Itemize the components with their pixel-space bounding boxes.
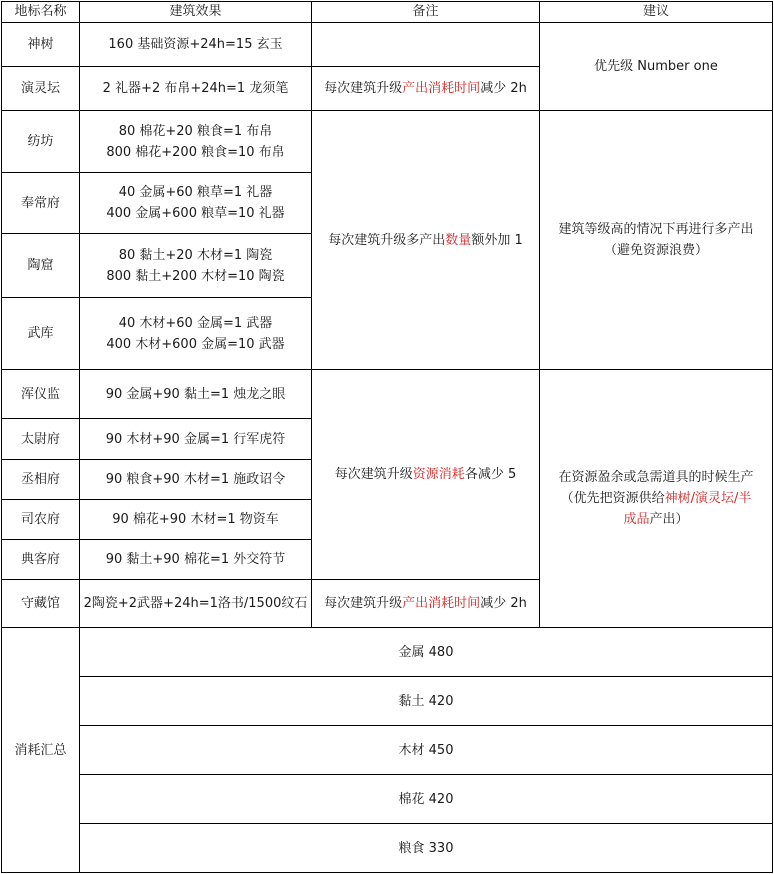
suggestion-text: 产出）: [649, 512, 689, 527]
note-quantity-bonus: [312, 111, 539, 369]
landmark-name: 纺坊: [27, 134, 54, 149]
landmark-name: 神树: [27, 37, 54, 52]
border-bottom: [1, 872, 773, 873]
building-effect: [80, 298, 311, 369]
suggestion-level: [540, 111, 772, 369]
effect-line: 800 黏土+200 木材=10 陶瓷: [106, 268, 285, 284]
building-effect: [80, 580, 311, 627]
effect-line: 400 金属+600 粮草=10 礼器: [106, 206, 285, 221]
note-text: 每次建筑升级: [334, 467, 413, 482]
summary-item: 金属 480: [398, 644, 454, 660]
building-effect: [80, 111, 311, 172]
note-time-reduction: [312, 580, 539, 627]
suggestion-priority: 优先级 Number one: [594, 59, 718, 74]
header-effect: 建筑效果: [169, 4, 222, 19]
effect-line: 80 棉花+20 粮食=1 布帛: [118, 123, 273, 139]
header-name: 地标名称: [14, 4, 67, 19]
suggestion-line: 在资源盈余或急需道具的时候生产: [558, 470, 754, 485]
summary-item: 黏土 420: [398, 693, 454, 709]
landmark-name: 典客府: [20, 552, 60, 567]
landmark-name: 演灵坛: [20, 81, 60, 96]
effect-line: 90 黏土+90 棉花=1 外交符节: [105, 552, 286, 567]
suggestion-highlight: 神树/演灵坛/半: [664, 491, 752, 506]
building-effect: [80, 23, 311, 66]
building-effect: [80, 460, 311, 499]
effect-line: 400 木材+600 金属=10 武器: [106, 336, 285, 352]
effect-line: 90 金属+90 黏土=1 烛龙之眼: [105, 386, 286, 402]
summary-label: 消耗汇总: [14, 742, 67, 758]
note-text: 每次建筑升级: [324, 81, 403, 96]
header-suggest: 建议: [642, 4, 669, 19]
note-time-reduction: [312, 67, 539, 110]
landmark-name: 太尉府: [20, 431, 60, 447]
effect-line: 160 基础资源+24h=15 玄玉: [108, 37, 283, 52]
building-effect: [80, 540, 311, 579]
border-right: [772, 1, 773, 873]
landmark-name: 浑仪监: [20, 386, 60, 402]
landmark-name: 丞相府: [20, 472, 60, 487]
effect-line: 2 礼器+2 布帛+24h=1 龙须笔: [102, 81, 289, 96]
effect-line: 90 木材+90 金属=1 行军虎符: [105, 431, 286, 447]
suggestion-line: 建筑等级高的情况下再进行多产出: [558, 222, 754, 237]
note-highlight: 产出消耗时间: [402, 81, 481, 96]
header-note: 备注: [412, 4, 439, 19]
note-resource-reduction: [312, 370, 539, 579]
effect-line: 80 黏土+20 木材=1 陶瓷: [118, 247, 273, 263]
note-text: 各减少 5: [464, 467, 517, 482]
note-highlight: 数量: [445, 232, 472, 248]
effect-line: 40 木材+60 金属=1 武器: [118, 315, 273, 331]
note-text: 每次建筑升级多产出: [328, 232, 446, 248]
landmark-name: 司农府: [20, 512, 60, 527]
effect-line: 40 金属+60 粮草=1 礼器: [118, 185, 273, 200]
summary-item: 粮食 330: [398, 840, 454, 856]
effect-line: 90 粮食+90 木材=1 施政诏令: [105, 472, 286, 487]
effect-line: 2陶瓷+2武器+24h=1洛书/1500纹石: [83, 596, 308, 611]
note-text: 减少 2h: [480, 596, 527, 611]
note-highlight: 产出消耗时间: [402, 596, 481, 611]
landmark-name: 守藏馆: [20, 596, 60, 611]
building-effect: [80, 234, 311, 297]
landmark-name: 武库: [27, 326, 54, 341]
note-highlight: 资源消耗: [412, 467, 465, 482]
building-effect: [80, 500, 311, 539]
landmark-name: 奉常府: [20, 195, 60, 211]
note-text: 每次建筑升级: [324, 596, 403, 611]
building-effect: [80, 370, 311, 418]
note-text: 减少 2h: [480, 81, 527, 96]
effect-line: 800 棉花+200 粮食=10 布帛: [106, 144, 285, 160]
effect-line: 90 棉花+90 木材=1 物资车: [112, 512, 279, 527]
suggestion-line: （避免资源浪费）: [603, 243, 708, 258]
building-effect: [80, 419, 311, 459]
building-effect: [80, 173, 311, 233]
summary-item: 木材 450: [398, 742, 454, 758]
suggestion-highlight: 成品: [623, 512, 650, 527]
suggestion-text: （优先把资源供给: [560, 491, 665, 506]
landmark-name: 陶窟: [27, 258, 54, 273]
building-effect: [80, 67, 311, 110]
note-text: 额外加 1: [471, 232, 523, 248]
suggestion-surplus: [540, 370, 772, 627]
summary-item: 棉花 420: [398, 791, 454, 807]
